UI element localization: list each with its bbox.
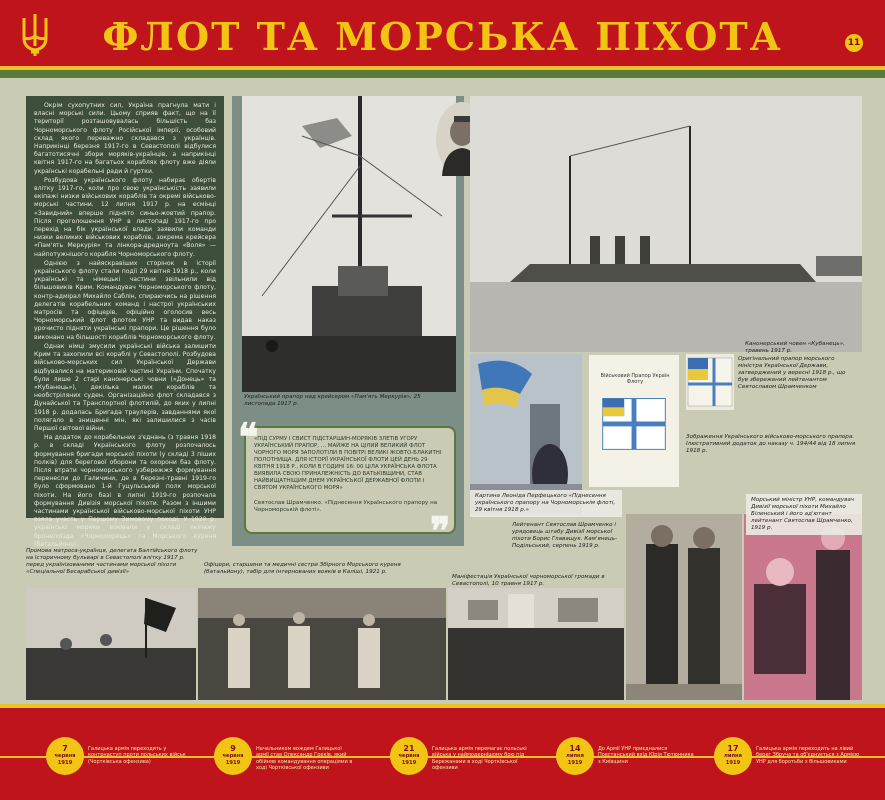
timeline-month: червня <box>222 753 244 759</box>
quote-author: Святослав Шрамченко. «Піднесення Українського прапору на Чорноморській флоті». <box>254 500 438 513</box>
caption-sailor-speech: Промова матроса-українця, делегата Балтійського флоту на Історичному бульварі в Севастополі влітку 1917 р. перед українізованими частинами морської піхоти «Спеціальної Бесарабської дивізії» <box>26 548 198 575</box>
caption-officers: Офіцери, старшини та медичні сестри Збірного Морського куреня (батальйону), табір для інтернованих вояків в Каліші, 1921 р. <box>204 562 401 575</box>
timeline-date <box>390 737 428 775</box>
header-band <box>0 0 885 78</box>
paragraph: Розбудова українського флоту набирає обертів влітку 1917-го, коли про свою українськість заявили екіпажі низки військових кораблів та окремі військово-морські частини. 12 липня 1917 р. на есмінці «Завидний» вперше піднято синьо-жовтий прапор. Після проголошення УНР в листопаді 1917-го про перехід на бік української влади заявили команди низки великих військових кораблів, зокрема крейсера «Пам'ять Меркурія» та лінкора-дредноута «Воля» — найпотужнішого корабля Чорноморського флоту. <box>34 176 216 258</box>
caption-original-flag: Оригінальний прапор морського міністра Української Держави, затверджений у вересні 1918 р., що був збережений лейтенантом Святославом Шрамченком <box>738 356 846 390</box>
timeline-date <box>556 737 594 775</box>
photo-officers <box>198 588 446 700</box>
flag-drawing-document <box>588 354 680 488</box>
timeline-year: 1919 <box>225 759 241 766</box>
timeline-day: 21 <box>403 744 415 753</box>
main-text-panel <box>26 96 224 548</box>
timeline-year: 1919 <box>725 759 741 766</box>
timeline-date <box>714 737 752 775</box>
flag-drawing-label: Військовий Прапор Україн Флоту <box>600 373 670 385</box>
close-quote-icon: ❞ <box>430 508 451 553</box>
timeline-month: червня <box>398 753 420 759</box>
photo-sailor-speech <box>26 588 196 700</box>
timeline-day: 7 <box>62 744 68 753</box>
timeline-month: липня <box>724 753 742 759</box>
timeline-year: 1919 <box>57 759 73 766</box>
photo-shramchenko-hlavashchuk <box>626 514 742 700</box>
caption-minister: Морський міністр УНР, командувач Дивізії морської піхоти Михайло Білинський і його ад'ютант лейтенант Святослав Шрамченко, 1919 р. <box>746 494 862 535</box>
paragraph: Однак німці змусили українські війська залишити Крим та захопили всі кораблі у Севастополі. Розбудова військово-морських сил Української Держави відбувалися на материковій частині України. Спочатку були лише 2 старі канонерські човни («Донець» та «Кубанець»), декілька малих кораблів та необстріляних суден. Організаційно флот складався з Дунайської та Транспортної флотилій, до яких у липні 1918 р. додалась Бригада траулерів, завданнями якої полягало в знищенні мін, які залишилися з часів Першої світової війни. <box>34 342 216 432</box>
timeline-date <box>214 737 252 775</box>
timeline-month: червня <box>54 753 76 759</box>
photo-flag-mercury <box>242 96 456 392</box>
caption-manifestation: Маніфестація Української чорноморської громади в Севастополі, 10 травня 1917 р. <box>452 574 605 587</box>
timeline-date <box>46 737 84 775</box>
timeline-month: липня <box>566 753 584 759</box>
paragraph: Однією з найяскравіших сторінок в історії українського флоту стали події 29 квітня 1918 р., коли українські та німецькі частини звільнили від більшовиків Крим. Командувач Чорноморського флоту, контр-адмірал Михайло Саблін, спираючись на рішення делегатів корабельних команд і настрої українських матросів та офіцерів, офіційно оголосив весь Чорноморський флот флотом УНР та видав наказ урочисто підняти українські прапори. Це рішення було виконано на більшості кораблів Чорноморського флоту. <box>34 259 216 341</box>
caption-flag-drawing: Зображення Українського військово-морського прапора. Ілюстративний додаток до наказу ч. 194/44 від 18 липня 1918 р. <box>686 434 856 454</box>
timeline-event: Галицька армія переходить у контрнаступ проти польських військ (Чортківська офензива) <box>88 746 186 765</box>
timeline-day: 9 <box>230 744 236 753</box>
timeline-day: 14 <box>569 744 581 753</box>
photo-original-flag <box>686 354 734 410</box>
timeline-event: До Армії УНР приєдналися Повстанський вхід Юрія Тютюнника з Київщини <box>598 746 694 765</box>
quote-box <box>244 426 456 534</box>
quote-panel <box>234 412 464 553</box>
photo-minister-bilynsky <box>744 514 862 700</box>
paragraph: На додаток до корабельних з'єднань (з травня 1918 р. в складі Українського флоту розпочалось формування бригади морської піхоти (у складі 3 піших полків) для берегової оборони та охорони баз флоту. Після втрати чорноморського узбережжя формування перенесли до Галичини, де в березні-травні 1919-го було сформовано 1-й Гуцульський полк морської піхоти. На його базі в липні 1919-го розпочала формування Дивізія морської піхоти. Разом з іншими частинами української військово-морської піхоти УНР взяла участь у Першому Зимовому поході. У 1920 р. українські моряки воювали у складі екіпажу бронепоїзда «Чорноморець» та Морського куреня (батальйону). <box>34 434 216 548</box>
caption-shramchenko: Лейтенант Святослав Шрамченко і урядовець штабу Дивізії морської піхоти Борис Главащук. Кам'янець-Подільський, серпень 1919 р. <box>512 522 618 549</box>
page-number-badge: 11 <box>845 34 863 52</box>
caption-kubanets: Канонерський човен «Кубанець», травень 1917 р. <box>745 341 845 354</box>
quote-text: «ПІД СУРМУ І СВИСТ ПІДСТАРШИН-МОРЯКІВ ЗЛЕТІВ УГОРУ УКРАЇНСЬКИЙ ПРАПОР, … МАЙЖЕ НА ЦІЛИЙ ВЕЛИКИЙ ФЛОТ ЧОРНОГО МОРЯ ЗАПОЛОТІЛИ В ПОВІТРІ ВЕЛИКІ ЖОВТО-БЛАКИТНІ ПОЛОТНИЩА. ДЛЯ ІСТОРІЇ УКРАЇНСЬКОЇ ФЛОТИ ЦЕЙ ДЕНЬ 29 КВІТНЯ 1918 Р., КОЛИ В ГОДИНІ 16: 00 ЦІЛА УКРАЇНСЬКА ФЛОТА ВИЯВИЛА СВОЮ ПРИНАЛЕЖНІСТЬ ДО БАТЬКІВЩИНИ, СТАВ НАЙВИЩАТНІЩИМ ДНЕМ УКРАЇНСЬКОЇ ДЕРЖАВНОЇ ФЛОТИ І СВЯТОМ УКРАЇНСЬКОГО МОРЯ» <box>254 436 442 491</box>
page-title: ФЛОТ ТА МОРСЬКА ПІХОТА <box>102 14 783 59</box>
caption-painting: Картина Леоніда Перфецького «Піднесення українського прапору на Чорноморськім флоті, 29 квітня 1918 р.» <box>470 490 622 517</box>
timeline-year: 1919 <box>401 759 417 766</box>
open-quote-icon: ❝ <box>238 414 259 459</box>
timeline-year: 1919 <box>567 759 583 766</box>
caption-flag-mercury: Український прапор над крейсером «Пам'ять Меркурія», 25 листопада 1917 р. <box>244 394 421 407</box>
header-green-divider <box>0 70 885 78</box>
photo-kubanets <box>470 96 862 352</box>
paragraph: Окрім сухопутних сил, Україна прагнула мати і власні морські сили. Цьому сприяв факт, що на її території розташовувалась більшість баз Чорноморського флоту Російської імперії, особовий склад якого переважно складався з українців. Наприкінці березня 1917-го в Севастополі відбулися багатотисячні збори моряків-українців, а наприкінці квітня 1917-го на багатьох кораблях флоту вже діяли українські корабельні ради й гуртки. <box>34 102 216 175</box>
timeline-event: Галицька армія перемагає польські війська у наймодернішому бою під Бережанами в ході Чортківської офензиви <box>432 746 527 772</box>
timeline-event: Начальником вождем Галицької армії став Олександр Греків, який обійняв командування операціями в ході Чортківської офензиви <box>256 746 353 772</box>
timeline-day: 17 <box>727 744 739 753</box>
photo-manifestation <box>448 588 624 700</box>
timeline-event: Галицька армія переходить на лівий берег Збруча та об'єднується з Армією УНР для боротьби з більшовиками <box>756 746 860 765</box>
